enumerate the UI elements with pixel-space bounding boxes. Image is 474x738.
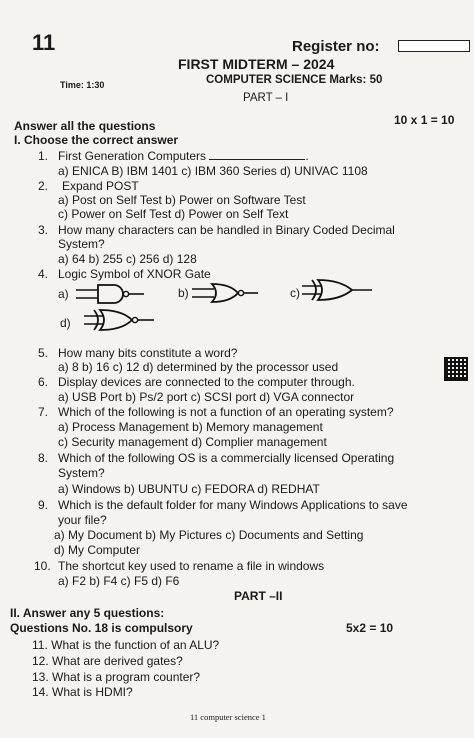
option-b-label: b) xyxy=(178,286,189,300)
short-question: 12. What are derived gates? xyxy=(32,654,183,668)
question-number: 8. xyxy=(38,451,49,465)
section-heading: I. Choose the correct answer xyxy=(14,133,179,147)
question-text: How many bits constitute a word? xyxy=(58,346,238,360)
question-number: 9. xyxy=(38,498,49,512)
question-options: a) Process Management b) Memory management xyxy=(58,420,323,434)
gate-c-icon xyxy=(302,277,374,303)
standard-number: 11 xyxy=(32,30,56,55)
page-footer: 11 computer science 1 xyxy=(190,712,266,722)
question-options: a) F2 b) F4 c) F5 d) F6 xyxy=(58,574,180,588)
short-question: 13. What is a program counter? xyxy=(32,670,201,684)
question-number: 4. xyxy=(38,267,49,281)
exam-title: FIRST MIDTERM – 2024 xyxy=(178,56,335,72)
question-number: 5. xyxy=(38,346,49,360)
question-number: 10. xyxy=(34,559,51,573)
short-question: 14. What is HDMI? xyxy=(32,685,133,699)
question-text: Logic Symbol of XNOR Gate xyxy=(58,267,211,281)
gate-d-icon xyxy=(84,307,156,333)
qr-code-icon xyxy=(444,357,468,381)
question-options: a) Post on Self Test b) Power on Software Test xyxy=(58,193,306,207)
question-text: How many characters can be handled in Binary Coded Decimal xyxy=(58,223,395,237)
instruction: Answer all the questions xyxy=(14,119,156,133)
question-text: First Generation Computers . xyxy=(58,149,309,163)
question-text: Expand POST xyxy=(62,179,139,193)
part-one-title: PART – I xyxy=(243,92,289,104)
question-number: 7. xyxy=(38,405,49,419)
part-two-marks: 5x2 = 10 xyxy=(346,621,394,635)
gate-a-icon xyxy=(76,282,146,306)
question-options: a) ENICA B) IBM 1401 c) IBM 360 Series d) UNIVAC 1108 xyxy=(58,164,368,178)
question-options: c) Security management d) Complier management xyxy=(58,435,327,449)
question-number: 6. xyxy=(38,375,49,389)
question-text: Which of the following OS is a commercially licensed Operating xyxy=(58,451,395,465)
question-text: System? xyxy=(58,237,105,251)
question-number: 3. xyxy=(38,223,49,237)
question-options: c) Power on Self Test d) Power on Self Text xyxy=(58,207,289,221)
option-a-label: a) xyxy=(58,287,69,301)
question-text: System? xyxy=(58,466,105,480)
short-question: 11. What is the function of an ALU? xyxy=(32,638,220,652)
question-text: your file? xyxy=(58,513,107,527)
question-number: 1. xyxy=(38,149,49,163)
question-options: a) 8 b) 16 c) 12 d) determined by the processor used xyxy=(58,360,339,374)
question-text: Display devices are connected to the computer through. xyxy=(58,375,355,389)
question-options: a) 64 b) 255 c) 256 d) 128 xyxy=(58,252,197,266)
question-options: a) USB Port b) Ps/2 port c) SCSI port d) VGA connector xyxy=(58,390,355,404)
question-text: The shortcut key used to rename a file in windows xyxy=(58,559,325,573)
question-number: 2. xyxy=(38,179,49,193)
subject-marks: COMPUTER SCIENCE Marks: 50 xyxy=(206,74,383,86)
question-options: d) My Computer xyxy=(54,543,141,557)
question-options: a) Windows b) UBUNTU c) FEDORA d) REDHAT xyxy=(58,482,320,496)
section-marks: 10 x 1 = 10 xyxy=(394,113,455,127)
question-text: Which is the default folder for many Windows Applications to save xyxy=(58,498,408,512)
option-c-label: c) xyxy=(290,286,300,300)
register-label: Register no: xyxy=(292,38,380,55)
question-options: a) My Document b) My Pictures c) Documents and Setting xyxy=(54,528,364,542)
part-two-title: PART –II xyxy=(234,589,283,603)
answer-blank xyxy=(209,149,305,160)
question-text: Which of the following is not a function of an operating system? xyxy=(58,405,394,419)
time-label: Time: 1:30 xyxy=(60,80,105,90)
gate-b-icon xyxy=(192,281,262,305)
compulsory-note: Questions No. 18 is compulsory xyxy=(10,621,193,635)
part-two-heading: II. Answer any 5 questions: xyxy=(10,606,165,620)
register-box xyxy=(398,40,470,52)
option-d-label: d) xyxy=(60,316,71,330)
